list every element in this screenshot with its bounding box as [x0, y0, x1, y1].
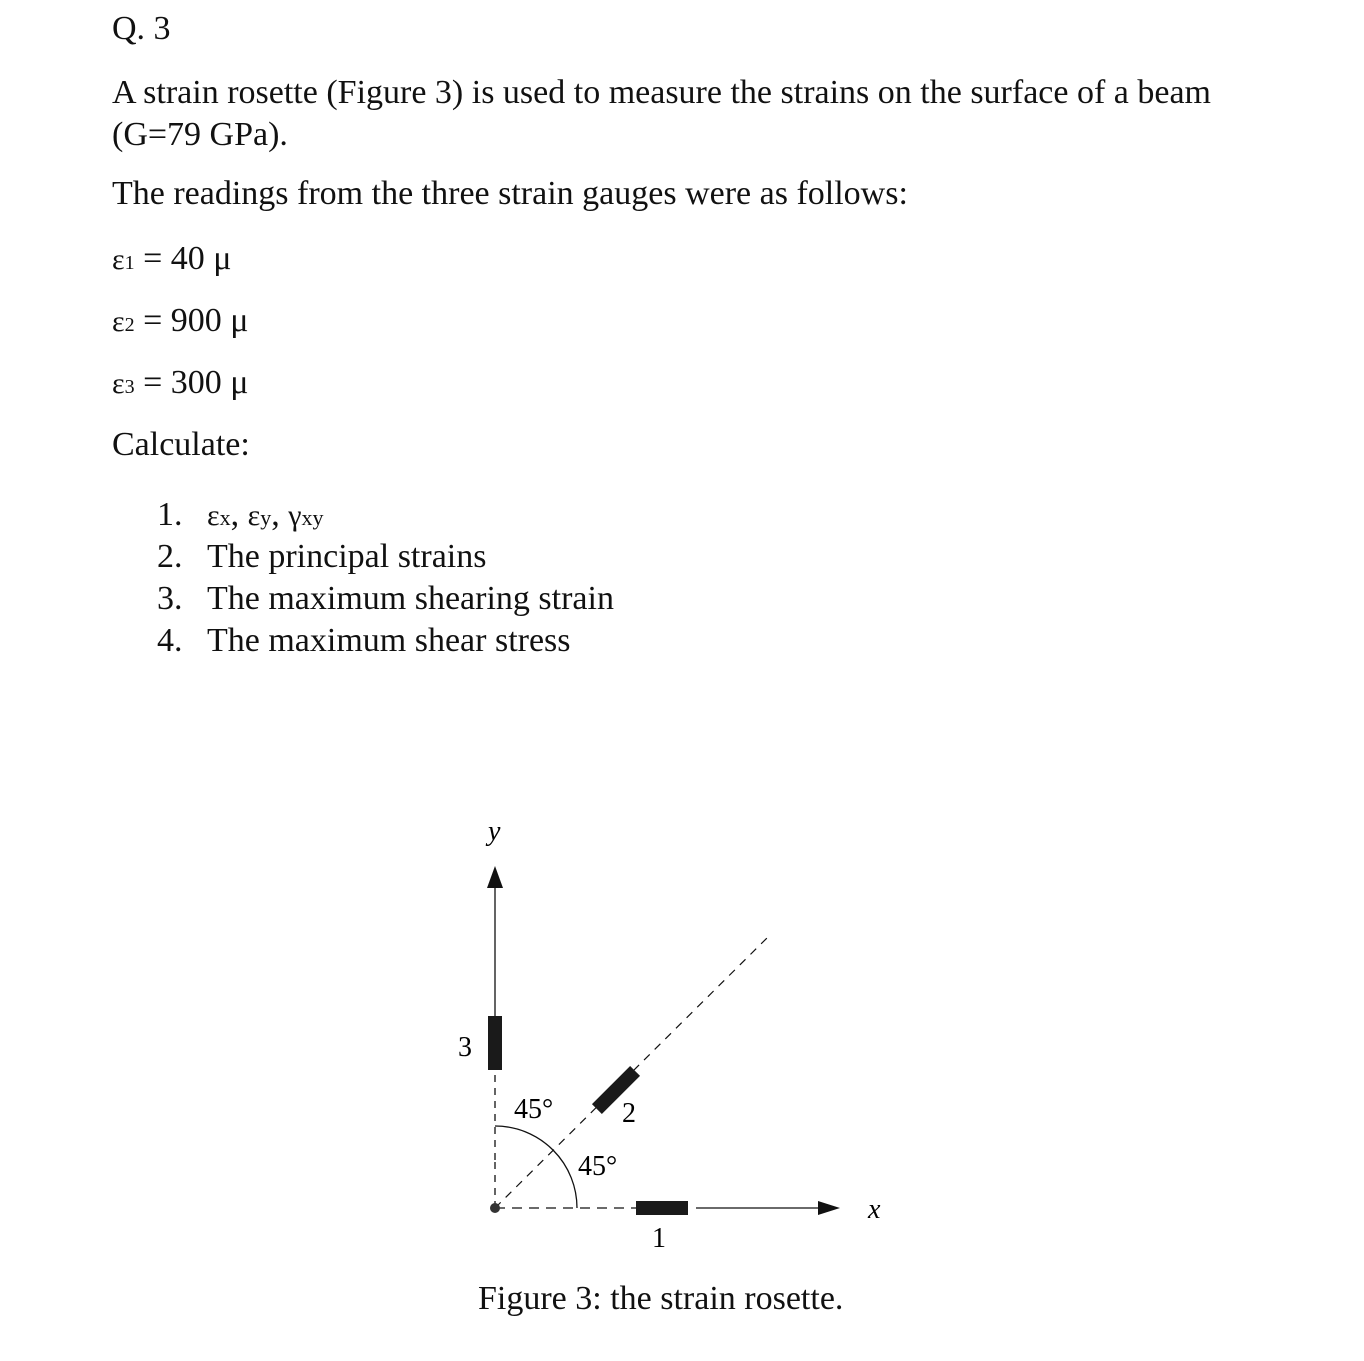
gauge-label-1: 1 [652, 1223, 666, 1254]
reading-subscript: 1 [124, 252, 135, 274]
problem-statement: A strain rosette (Figure 3) is used to measure the strains on the surface of a beam (G=79 GPa). [112, 74, 1212, 153]
reading-symbol: ε [112, 367, 125, 400]
shear-strain-symbol-gxy: γ [288, 499, 302, 532]
task-number: 2. [157, 538, 183, 575]
task-text: The principal strains [207, 538, 487, 575]
reading-value: = 40 μ [143, 240, 232, 277]
figure-caption: Figure 3: the strain rosette. [478, 1280, 844, 1317]
reading-symbol: ε [112, 243, 125, 276]
x-axis-label: x [868, 1194, 881, 1225]
subscript-y: y [260, 505, 272, 530]
subscript-x: x [219, 505, 231, 530]
separator: , [271, 496, 289, 533]
strain-symbol-ex: ε [207, 499, 220, 532]
calculate-label: Calculate: [112, 426, 250, 463]
gauge-label-2: 2 [622, 1098, 636, 1129]
reading-subscript: 2 [124, 314, 135, 336]
y-axis-label: y [488, 816, 501, 847]
reading-symbol: ε [112, 305, 125, 338]
task-text: The maximum shearing strain [207, 580, 614, 617]
task-number: 4. [157, 622, 183, 659]
reading-value: = 300 μ [143, 364, 249, 401]
task-number: 1. [157, 496, 183, 533]
gauge-label-3: 3 [458, 1032, 472, 1063]
task-text: The maximum shear stress [207, 622, 571, 659]
separator: , [230, 496, 248, 533]
strain-gauge-1 [636, 1201, 688, 1215]
origin-point [490, 1203, 500, 1213]
reading-subscript: 3 [124, 376, 135, 398]
question-number: Q. 3 [112, 10, 171, 47]
strain-gauge-3 [488, 1016, 502, 1070]
angle-label-lower: 45° [578, 1151, 618, 1182]
angle-label-upper: 45° [514, 1094, 554, 1125]
y-axis-arrowhead [487, 866, 503, 888]
strain-symbol-ey: ε [247, 499, 261, 532]
x-axis-arrowhead [818, 1201, 840, 1215]
task-number: 3. [157, 580, 183, 617]
readings-intro: The readings from the three strain gauges were as follows: [112, 175, 908, 212]
reading-value: = 900 μ [143, 302, 249, 339]
subscript-xy: xy [301, 505, 324, 530]
